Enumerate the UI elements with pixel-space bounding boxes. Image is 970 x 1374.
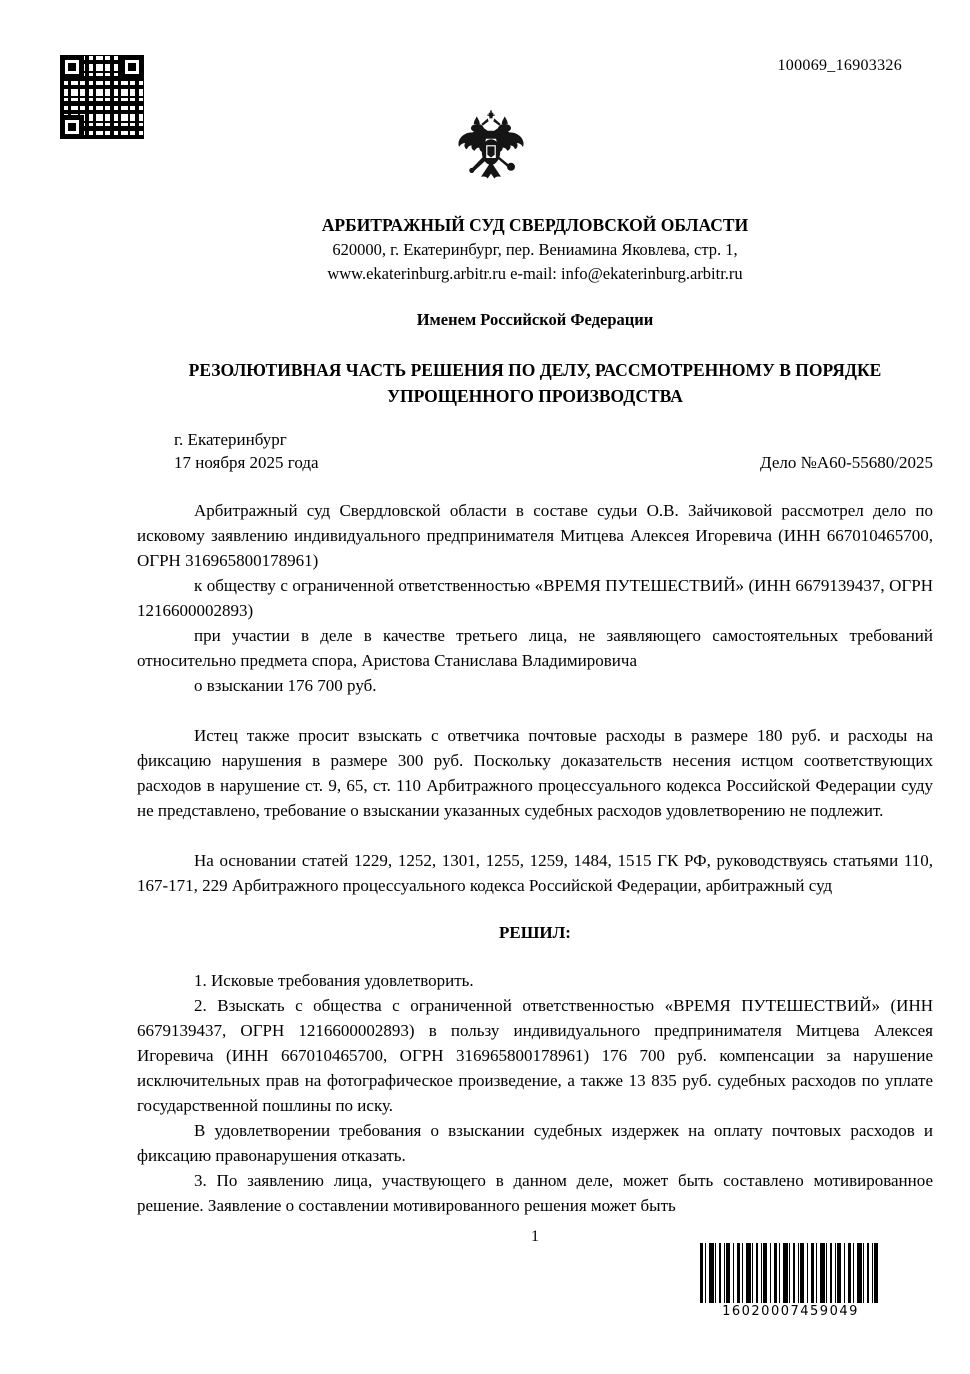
paragraph: при участии в деле в качестве третьего лица, не заявляющего самостоятельных требований относительно предмета спора, Аристова Станислава Владимировича [137,626,933,670]
court-name: АРБИТРАЖНЫЙ СУД СВЕРДЛОВСКОЙ ОБЛАСТИ [321,215,749,235]
court-contacts: www.ekaterinburg.arbitr.ru e-mail: info@ekaterinburg.arbitr.ru [327,264,743,283]
page-number: 1 [531,1228,539,1245]
barcode-block [700,1243,881,1319]
document-id: 100069_16903326 [777,57,902,74]
resolution-item: 1. Исковые требования удовлетворить. [194,971,474,990]
qr-finder-top-left [60,55,84,79]
case-date: 17 ноября 2025 года [174,453,319,472]
russian-coat-of-arms-icon [451,110,531,199]
paragraph: Истец также просит взыскать с ответчика почтовые расходы в размере 180 руб. и расходы на фиксацию нарушения в размере 300 руб. Поскольку доказательств несения истцом соответствующих расходов в нарушение ст. 9, 65, ст. 110 Арбитражного процессуального кодекса Российской Федерации суду не представлено, требование о взыскании указанных судебных расходов удовлетворению не подлежит. [137,726,933,820]
paragraph: о взыскании 176 700 руб. [194,676,377,695]
paragraph: к обществу с ограниченной ответственностью «ВРЕМЯ ПУТЕШЕСТВИЙ» (ИНН 6679139437, ОГРН 1216600002893) [137,576,933,620]
document-body [137,498,933,898]
case-city: г. Екатеринбург [174,430,287,449]
court-address: 620000, г. Екатеринбург, пер. Вениамина Яковлева, стр. 1, [332,240,738,259]
case-number: Дело №А60-55680/2025 [760,453,933,472]
barcode-icon [700,1243,881,1303]
court-header [137,0,933,285]
qr-code-icon [60,55,144,139]
document-content [137,0,933,1218]
in-the-name-line: Именем Российской Федерации [416,310,654,329]
paragraph: Арбитражный суд Свердловской области в составе судьи О.В. Зайчиковой рассмотрел дело по исковому заявлению индивидуального предпринимателя Митцева Алексея Игоревича (ИНН 667010465700, ОГРН 316965800178961) [137,501,933,570]
resolution-items [137,968,933,1218]
paragraph: На основании статей 1229, 1252, 1301, 1255, 1259, 1484, 1515 ГК РФ, руководствуясь статьями 110, 167-171, 229 Арбитражного процессуального кодекса Российской Федерации, арбитражный суд [137,851,933,895]
resolution-item: 3. По заявлению лица, участвующего в данном деле, может быть составлено мотивированное решение. Заявление о составлении мотивированного решения может быть [137,1171,933,1215]
resolution-item: 2. Взыскать с общества с ограниченной ответственностью «ВРЕМЯ ПУТЕШЕСТВИЙ» (ИНН 6679139437, ОГРН 1216600002893) в пользу индивидуального предпринимателя Митцева Алексея Игоревича (ИНН 667010465700, ОГРН 316965800178961) 176 700 руб. компенсации за нарушение исключительных прав на фотографическое произведение, а также 13 835 руб. судебных расходов по уплате государственной пошлины по иску. [137,996,933,1115]
case-meta [137,428,933,474]
resolution-item: В удовлетворении требования о взыскании судебных издержек на оплату почтовых расходов и фиксацию правонарушения отказать. [137,1121,933,1165]
qr-finder-bottom-left [60,115,84,139]
document-title: РЕЗОЛЮТИВНАЯ ЧАСТЬ РЕШЕНИЯ ПО ДЕЛУ, РАССМОТРЕННОМУ В ПОРЯДКЕ УПРОЩЕННОГО ПРОИЗВОДСТВА [188,360,882,406]
resolution-heading: РЕШИЛ: [499,923,571,942]
qr-finder-top-right [120,55,144,79]
barcode-number: 16020007459049 [722,1304,859,1319]
